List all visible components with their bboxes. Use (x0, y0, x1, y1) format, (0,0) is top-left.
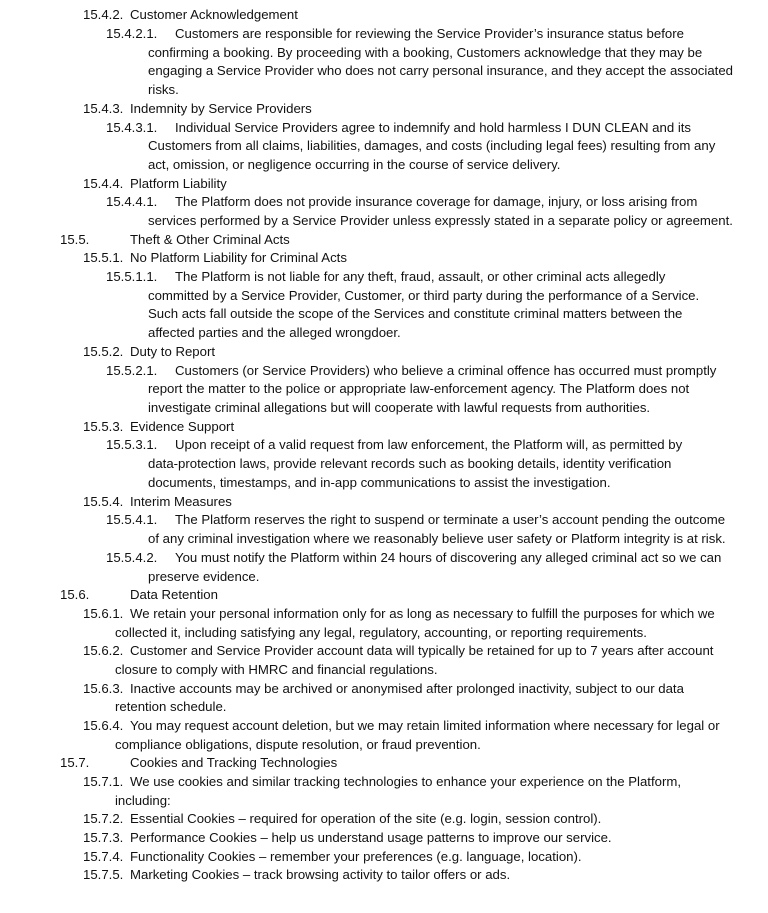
clause-number: 15.5.1.1. (106, 269, 158, 284)
document-line (106, 511, 725, 529)
clause-text: Cookies and Tracking Technologies (130, 755, 338, 770)
clause-text: collected it, including satisfying any legal, regulatory, accounting, or reporting requirements. (115, 625, 647, 640)
clause-number: 15.4.2.1. (106, 26, 158, 41)
clause-number: 15.5.3.1. (106, 437, 158, 452)
clause-number: 15.5.4.1. (106, 512, 158, 527)
clause-number: 15.5.2. (83, 344, 124, 359)
clause-text: risks. (148, 82, 179, 97)
document-line (106, 436, 682, 454)
clause-text: Performance Cookies – help us understand usage patterns to improve our service. (130, 830, 612, 845)
clause-number: 15.7.2. (83, 811, 124, 826)
clause-number: 15.4.4. (83, 176, 124, 191)
document-line (83, 680, 684, 698)
document-line (148, 287, 699, 305)
document-line (148, 380, 689, 398)
clause-text: We use cookies and similar tracking technologies to enhance your experience on the Platform, (130, 774, 682, 789)
document-line (148, 474, 611, 492)
document-line (148, 212, 733, 230)
clause-text: Duty to Report (130, 344, 216, 359)
document-line (106, 119, 691, 137)
document-line (83, 717, 720, 735)
document-line (83, 605, 715, 623)
clause-text: committed by a Service Provider, Customer, or third party during the performance of a Service. (148, 288, 700, 303)
clause-number: 15.7.1. (83, 774, 124, 789)
clause-number: 15.7.4. (83, 849, 124, 864)
document-line (115, 661, 438, 679)
clause-text: Theft & Other Criminal Acts (130, 232, 290, 247)
document-line (148, 568, 259, 586)
document-line (148, 455, 671, 473)
clause-text: affected parties and the alleged wrongdoer. (148, 325, 401, 340)
clause-text: act, omission, or negligence occurring in the course of service delivery. (148, 157, 561, 172)
clause-text: data-protection laws, provide relevant records such as booking details, identity verification (148, 456, 672, 471)
clause-text: retention schedule. (115, 699, 227, 714)
document-line (60, 754, 337, 772)
clause-number: 15.5.2.1. (106, 363, 158, 378)
document-line (83, 773, 681, 791)
document-line (83, 418, 234, 436)
clause-text: Individual Service Providers agree to indemnify and hold harmless I DUN CLEAN and its (175, 120, 692, 135)
clause-text: engaging a Service Provider who does not carry personal insurance, and they accept the associated (148, 63, 733, 78)
document-line (83, 343, 215, 361)
clause-number: 15.4.3.1. (106, 120, 158, 135)
clause-text: The Platform reserves the right to suspend or terminate a user’s account pending the outcome (175, 512, 726, 527)
document-line (83, 100, 312, 118)
document-line (83, 6, 298, 24)
clause-text: of any criminal investigation where we reasonably believe user safety or Platform integrity is at risk. (148, 531, 726, 546)
clause-text: You may request account deletion, but we may retain limited information where necessary for legal or (130, 718, 720, 733)
clause-text: Marketing Cookies – track browsing activity to tailor offers or ads. (130, 867, 511, 882)
document-line (115, 698, 226, 716)
clause-number: 15.5.4. (83, 494, 124, 509)
clause-number: 15.7.5. (83, 867, 124, 882)
clause-text: You must notify the Platform within 24 hours of discovering any alleged criminal act so we can (175, 550, 722, 565)
clause-text: Functionality Cookies – remember your preferences (e.g. language, location). (130, 849, 582, 864)
clause-number: 15.5. (60, 232, 90, 247)
clause-text: including: (115, 793, 171, 808)
clause-text: Platform Liability (130, 176, 227, 191)
clause-text: Customers (or Service Providers) who believe a criminal offence has occurred must promptly (175, 363, 717, 378)
document-line (83, 493, 232, 511)
clause-number: 15.6. (60, 587, 90, 602)
clause-number: 15.6.1. (83, 606, 124, 621)
clause-number: 15.7.3. (83, 830, 124, 845)
document-line (83, 829, 612, 847)
document-line (106, 362, 716, 380)
clause-text: services performed by a Service Provider unless expressly stated in a separate policy or agreement. (148, 213, 733, 228)
clause-text: Customers from all claims, liabilities, damages, and costs (including legal fees) resulting from any (148, 138, 716, 153)
clause-number: 15.4.4.1. (106, 194, 158, 209)
document-line (148, 324, 401, 342)
document-line (83, 810, 601, 828)
document-line (106, 193, 697, 211)
document-line (148, 530, 726, 548)
clause-number: 15.5.1. (83, 250, 124, 265)
document-line (83, 642, 713, 660)
clause-number: 15.5.4.2. (106, 550, 158, 565)
document-line (83, 249, 347, 267)
document-line (148, 137, 715, 155)
document-line (148, 44, 702, 62)
document-line (148, 305, 682, 323)
clause-text: Evidence Support (130, 419, 235, 434)
clause-text: Upon receipt of a valid request from law enforcement, the Platform will, as permitted by (175, 437, 683, 452)
clause-number: 15.6.3. (83, 681, 124, 696)
clause-text: documents, timestamps, and in-app communications to assist the investigation. (148, 475, 611, 490)
clause-number: 15.4.2. (83, 7, 124, 22)
clause-text: No Platform Liability for Criminal Acts (130, 250, 347, 265)
document-line (60, 231, 290, 249)
clause-text: We retain your personal information only for as long as necessary to fulfill the purposes for which we (130, 606, 715, 621)
document-line (115, 736, 481, 754)
document-line (106, 25, 684, 43)
clause-text: Inactive accounts may be archived or anonymised after prolonged inactivity, subject to our data (130, 681, 684, 696)
document-line (83, 175, 227, 193)
clause-text: compliance obligations, dispute resolution, or fraud prevention. (115, 737, 481, 752)
document-line (115, 792, 171, 810)
clause-text: The Platform does not provide insurance coverage for damage, injury, or loss arising from (175, 194, 698, 209)
clause-text: report the matter to the police or appropriate law-enforcement agency. The Platform does not (148, 381, 690, 396)
clause-text: The Platform is not liable for any theft, fraud, assault, or other criminal acts allegedly (175, 269, 666, 284)
clause-text: Data Retention (130, 587, 218, 602)
clause-number: 15.7. (60, 755, 90, 770)
document-line (83, 866, 510, 884)
document-line (60, 586, 218, 604)
clause-text: Interim Measures (130, 494, 232, 509)
clause-number: 15.6.2. (83, 643, 124, 658)
clause-text: Such acts fall outside the scope of the Services and constitute criminal matters between the (148, 306, 683, 321)
document-line (83, 848, 582, 866)
document-line (148, 156, 560, 174)
clause-number: 15.5.3. (83, 419, 124, 434)
clause-text: investigate criminal allegations but will cooperate with lawful requests from authorities. (148, 400, 651, 415)
document-line (148, 399, 650, 417)
clause-number: 15.4.3. (83, 101, 124, 116)
clause-text: Essential Cookies – required for operation of the site (e.g. login, session control). (130, 811, 602, 826)
clause-text: Indemnity by Service Providers (130, 101, 312, 116)
clause-text: Customer and Service Provider account data will typically be retained for up to 7 years after account (130, 643, 714, 658)
document-line (106, 549, 721, 567)
clause-number: 15.6.4. (83, 718, 124, 733)
clause-text: Customers are responsible for reviewing the Service Provider’s insurance status before (175, 26, 684, 41)
document-line (148, 81, 179, 99)
clause-text: Customer Acknowledgement (130, 7, 298, 22)
document-line (148, 62, 733, 80)
document-line (115, 624, 647, 642)
clause-text: confirming a booking. By proceeding with a booking, Customers acknowledge that they may be (148, 45, 703, 60)
document-line (106, 268, 665, 286)
clause-text: preserve evidence. (148, 569, 260, 584)
clause-text: closure to comply with HMRC and financial regulations. (115, 662, 438, 677)
